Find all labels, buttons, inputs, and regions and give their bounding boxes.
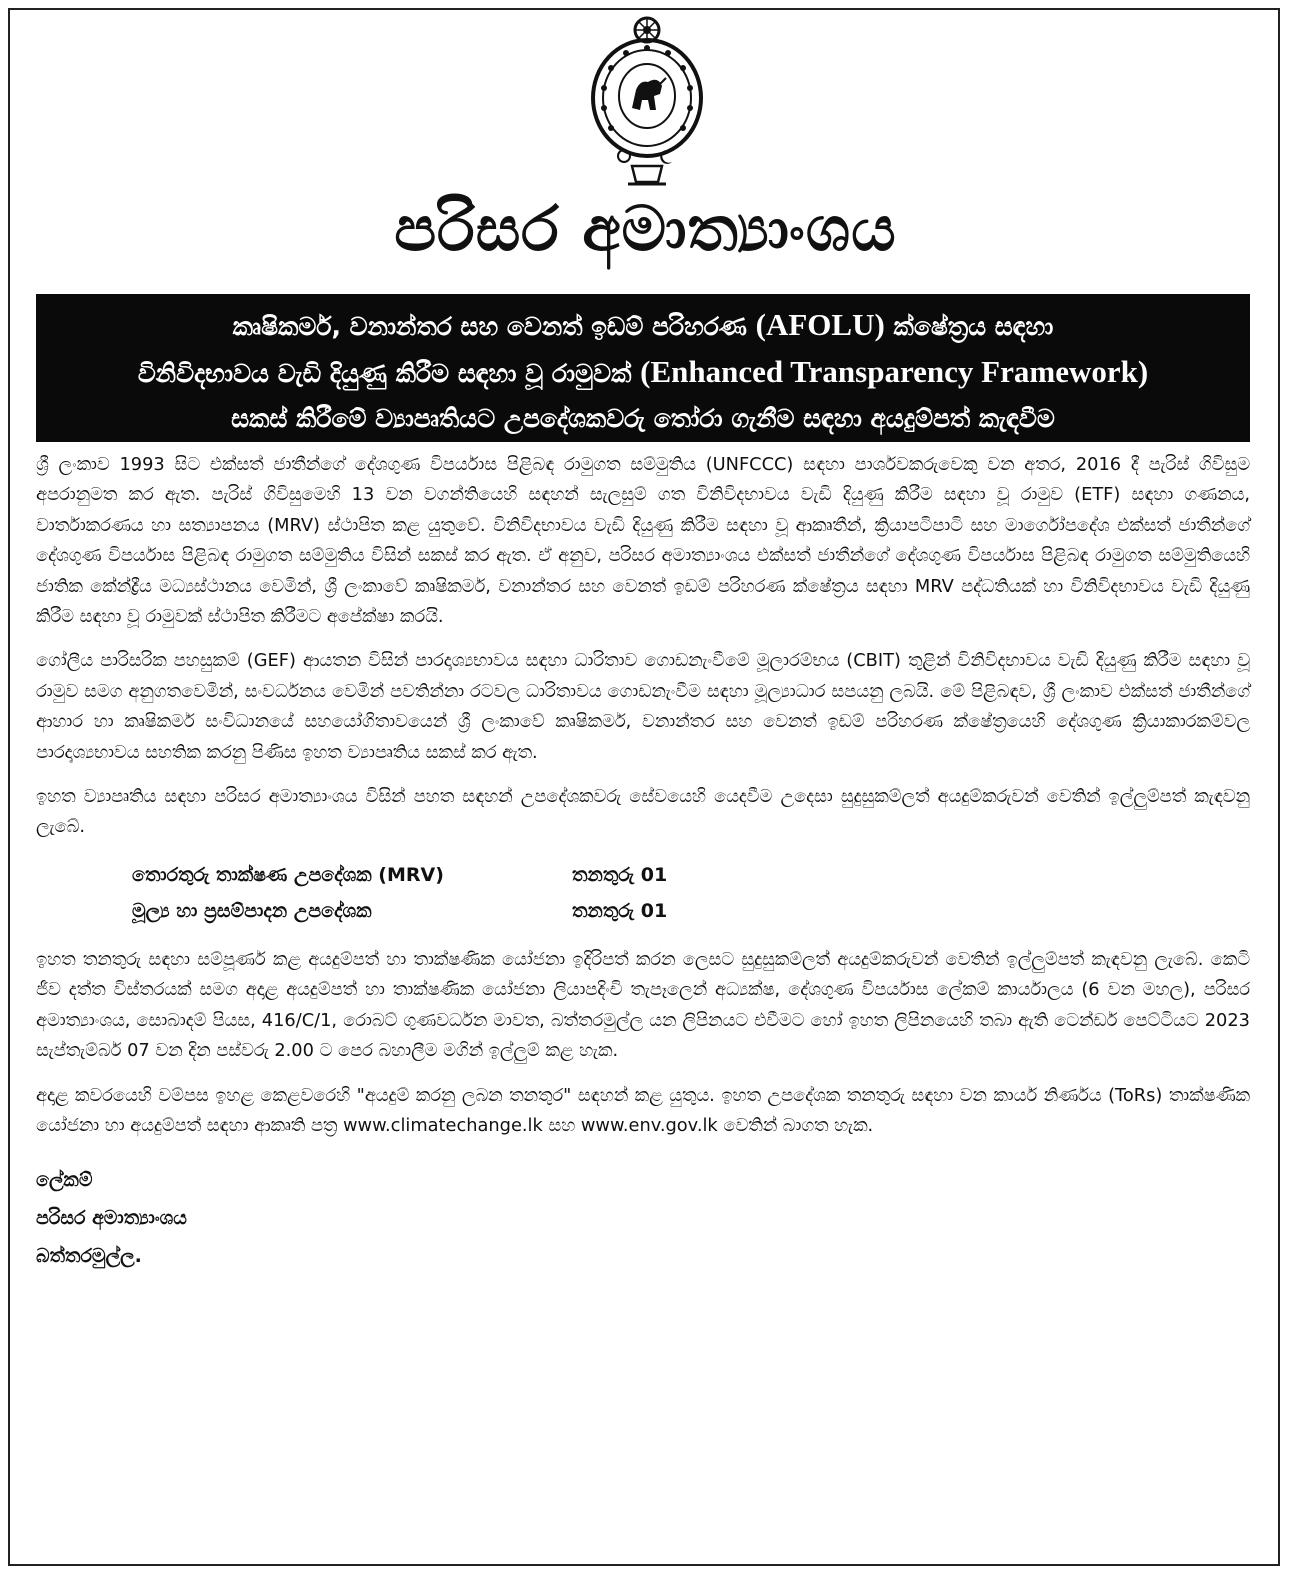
position-row <box>132 893 1250 929</box>
signatory-ministry: පරිසර අමාත්‍යාංශය <box>36 1207 187 1230</box>
invitation-paragraph: ඉහත ව්‍යාපෘතිය සඳහා පරිසර අමාත්‍යාංශය විසින් පහත සඳහන් උපදේශකවරු සේවයෙහි යෙදවීම උදෙසා සුදුසුකම්ලත් අයදුම්කරුවන් වෙතින් ඉල්ලුම්පත් කැඳවනු ලැබේ. <box>36 786 1250 838</box>
signatory-title: ලේකම් <box>36 1169 93 1192</box>
position-row <box>132 857 1250 893</box>
signature-block <box>36 1161 1250 1275</box>
submission-paragraph: ඉහත තනතුරු සඳහා සම්පූර්ණ කළ අයදුම්පත් හා තාක්ෂණික යෝජනා ඉදිරිපත් කරන ලෙසට සුදුසුකම්ලත් අයදුම්කරුවන් වෙතින් ඉල්ලුම්පත් කැඳවනු ලැබේ. කෙටි ජීව දත්ත විස්තරයක් සමග අදාළ අයදුම්පත් හා තාක්ෂණික යෝජනා ලියාපදිංචි තැපෑලෙන් අධ්‍යක්ෂ, දේශගුණ විපර්යාස ලේකම් කාර්යාලය (6 වන මහල), පරිසර අමාත්‍යාංශය, සොබාදම් පියස, 416/C/1, රොබට් ගුණවර්ධන මාවත, බත්තරමුල්ල යන ලිපිනයට එවීමට හෝ ඉහත ලිපිනයෙහි තබා ඇති ටෙන්ඩර් පෙට්ටියට 2023 සැප්තැම්බර් 07 වන දින පස්වරු 2.00 ට පෙර බහාලීම මගින් ඉල්ලුම් කළ හැක. <box>36 948 1250 1062</box>
notice-headline-banner <box>36 294 1250 442</box>
positions-list <box>132 857 1250 929</box>
background-paragraph: ශ්‍රී ලංකාව 1993 සිට එක්සත් ජාතීන්ගේ දේශගුණ විපර්යාස පිළිබඳ රාමුගත සම්මුතිය (UNFCCC) සඳහා පාර්ශවකරුවෙකු වන අතර, 2016 දී පැරිස් ගිවිසුම අපරානුමත කර ඇත. පැරිස් ගිවිසුමෙහි 13 වන වගන්තියෙහි සඳහන් සැලසුම් ගත විනිවිදභාවය වැඩි දියුණු කිරීම සඳහා වූ රාමුව (ETF) සඳහා ගණනය, වාර්තාකරණය හා සත්‍යාපනය (MRV) ස්ථාපිත කළ යුතුවේ. විනිවිදභාවය වැඩි දියුණු කිරීම සඳහා වූ ආකෘතීන්, ක්‍රියාපටිපාටි සහ මාර්ගෝපදේශ එක්සත් ජාතීන්ගේ දේශගුණ විපර්යාස පිළිබඳ රාමුගත සම්මුතිය විසින් සකස් කර ඇත. ඒ අනුව, පරිසර අමාත්‍යාංශය එක්සත් ජාතීන්ගේ දේශගුණ විපර්යාස පිළිබඳ රාමුගත සම්මුතියෙහි ජාතික කේන්ද්‍රීය මධ්‍යස්ථානය වෙමින්, ශ්‍රී ලංකාවේ කෘෂිකර්ම, වනාන්තර සහ වෙනත් ඉඩම් පරිහරණ ක්ෂේත්‍රය සඳහා MRV පද්ධතියක් හා විනිවිදභාවය වැඩි දියුණු කිරීම සඳහා වූ රාමුවක් ස්ථාපිත කිරීමට අපේක්ෂා කරයි. <box>36 454 1250 628</box>
notice-body <box>36 450 1250 1275</box>
ministry-title: පරිසර අමාත්‍යාංශය <box>394 192 897 265</box>
position-title: තොරතුරු තාක්ෂණ උපදේශක (MRV) <box>132 863 444 886</box>
headline-line-3: සකස් කිරීමේ ව්‍යාපෘතියට උපදේශකවරු තෝරා ගැනීම සඳහා අයදුම්පත් කැඳවීම <box>231 404 1055 433</box>
position-count: තනතුරු 01 <box>572 863 668 886</box>
headline-line-2: විනිවිදභාවය වැඩි දියුණු කිරීම සඳහා වූ රාමුවක් (Enhanced Transparency Framework) <box>137 354 1149 389</box>
headline-line-1: කෘෂිකර්ම, වනාන්තර සහ වෙනත් ඉඩම් පරිහරණ (AFOLU) ක්ෂේත්‍රය සඳහා <box>232 307 1054 342</box>
funding-paragraph: ගෝලීය පාරිසරික පහසුකම් (GEF) ආයතන විසින් පාරදෘශ්‍යභාවය සඳහා ධාරිතාව ගොඩනැංවීමේ මූලාරම්භය (CBIT) තුළින් විනිවිදභාවය වැඩි දියුණු කිරීම සඳහා වූ රාමුව සමග අනුගතවෙමින්, සංවර්ධනය වෙමින් පවතින්නා රටවල ධාරිතාවය ගොඩනැංවීම සඳහා මූල්‍යාධාර සපයනු ලබයි. මේ පිළිබඳව, ශ්‍රී ලංකාව එක්සත් ජාතීන්ගේ ආහාර හා කෘෂිකර්ම සංවිධානයේ සහයෝගිතාවයෙන් ශ්‍රී ලංකාවේ කෘෂිකර්ම, වනාන්තර සහ වෙනත් ඉඩම් පරිහරණ ක්ෂේත්‍රයෙහි දේශගුණ ක්‍රියාකාරකම්වල පාරදෘශ්‍යභාවය සහතික කරනු පිණිස ඉහත ව්‍යාපෘතිය සකස් කර ඇත. <box>36 650 1250 763</box>
position-count: තනතුරු 01 <box>572 899 668 922</box>
instructions-paragraph: අදාළ කවරයෙහි වම්පස ඉහළ කෙළවරෙහි "අයදුම් කරනු ලබන තනතුර" සඳහන් කළ යුතුය. ඉහත උපදේශක තනතුරු සඳහා වන කාර්ය නිර්ණය (ToRs) තාක්ෂණික යෝජනා හා අයදුම්පත් සඳහා ආකෘති පත්‍ර www.climatechange.lk සහ www.env.gov.lk වෙතින් බාගත හැක. <box>36 1084 1250 1136</box>
sri-lanka-national-emblem-icon <box>588 16 706 186</box>
position-title: මූල්‍ය හා ප්‍රසම්පාදන උපදේශක <box>132 899 372 922</box>
signatory-location: බත්තරමුල්ල. <box>36 1245 142 1268</box>
